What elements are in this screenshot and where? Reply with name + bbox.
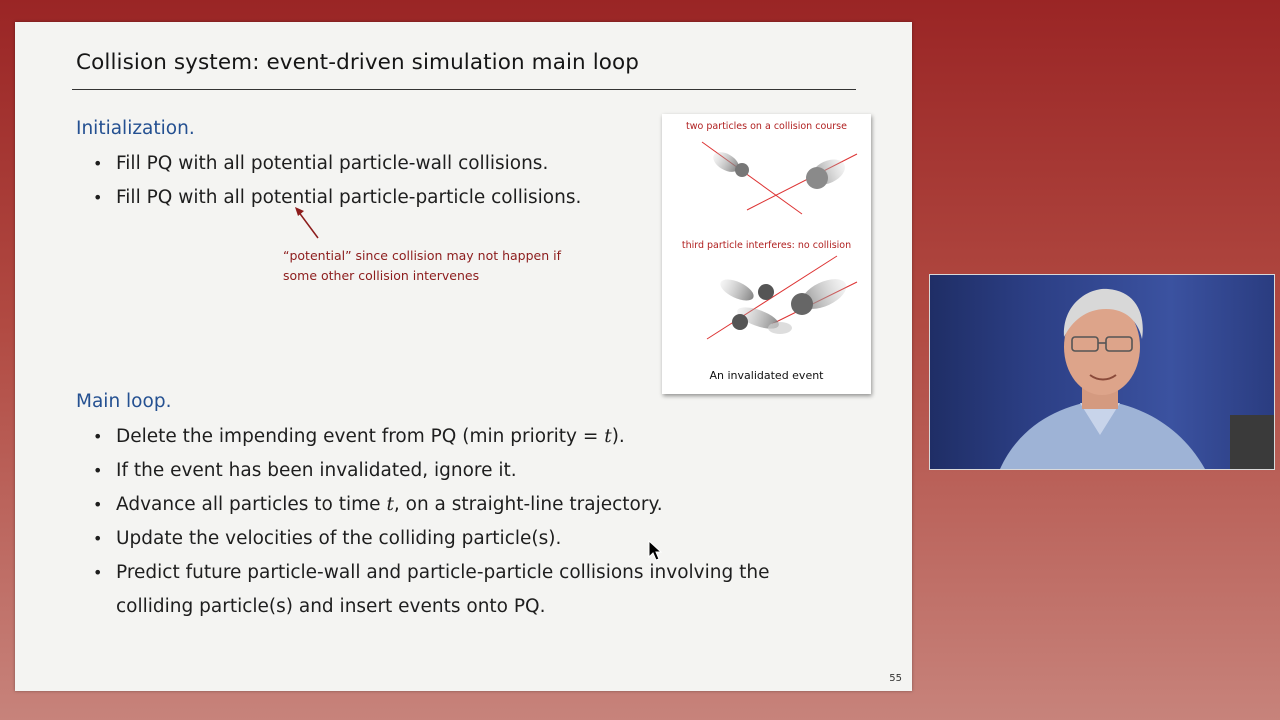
main-loop-heading: Main loop. <box>76 391 172 412</box>
bullet-text: , on a straight-line trajectory. <box>393 494 663 515</box>
list-item: • Fill PQ with all potential particle-wall collisions. <box>93 147 581 181</box>
invalidated-event-figure <box>662 114 871 394</box>
figure-caption-top: two particles on a collision course <box>686 121 847 132</box>
bullet-text: ). <box>611 426 625 447</box>
collision-diagram <box>662 114 871 394</box>
annotation-line: “potential” since collision may not happen if <box>283 248 562 263</box>
initialization-heading: Initialization. <box>76 118 195 139</box>
bullet-text: colliding particle(s) and insert events onto PQ. <box>116 596 546 617</box>
initialization-list <box>93 147 581 215</box>
list-item <box>93 420 861 454</box>
variable-t: t <box>604 426 612 447</box>
list-item: • Fill PQ with all potential particle-particle collisions. <box>93 181 581 215</box>
annotation-line: some other collision intervenes <box>283 268 480 283</box>
potential-annotation <box>283 246 603 286</box>
main-loop-list <box>93 420 861 624</box>
presenter-image <box>930 275 1274 469</box>
bullet-text: Predict future particle-wall and particle-particle collisions involving the <box>116 562 770 583</box>
figure-caption-bottom: An invalidated event <box>709 369 824 382</box>
arrow-icon <box>292 202 322 242</box>
list-item <box>93 556 861 624</box>
slide-title: Collision system: event-driven simulation main loop <box>76 50 640 75</box>
figure-caption-middle: third particle interferes: no collision <box>681 240 852 251</box>
variable-t: t <box>386 494 394 515</box>
list-item: • If the event has been invalidated, ignore it. <box>93 454 861 488</box>
list-item: • Update the velocities of the colliding particle(s). <box>93 522 861 556</box>
mouse-cursor-icon <box>648 540 664 562</box>
title-divider <box>72 89 856 90</box>
presenter-video <box>929 274 1275 470</box>
bullet-text: Delete the impending event from PQ (min priority = <box>116 426 605 447</box>
list-item <box>93 488 861 522</box>
bullet-text: Advance all particles to time <box>116 494 387 515</box>
page-number: 55 <box>889 673 902 684</box>
slide <box>15 22 912 691</box>
